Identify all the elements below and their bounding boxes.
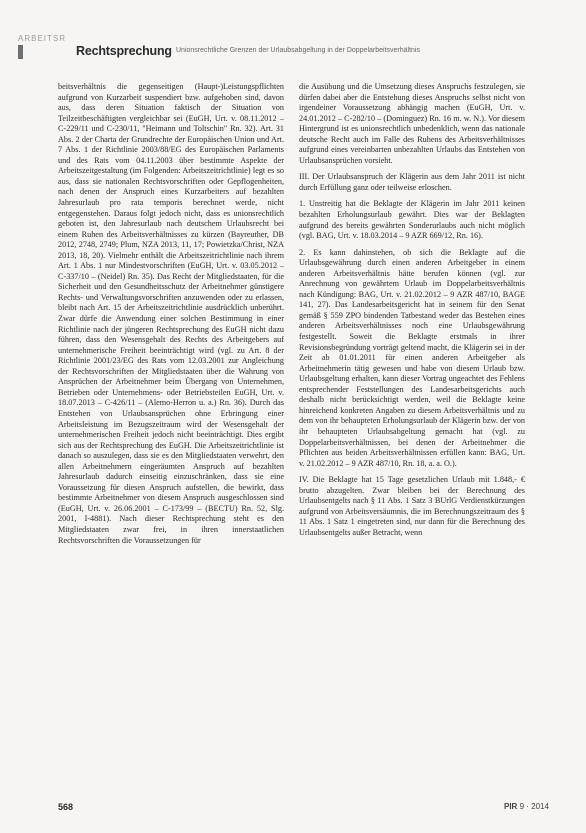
article-subtitle: Unionsrechtliche Grenzen der Urlaubsabgeltung in der Doppelarbeitsverhältnis bbox=[176, 47, 420, 54]
right-paragraph-5: IV. Die Beklagte hat 15 Tage gesetzlichen Urlaub mit 1.848,- € brutto abzugelten. Zwar bleiben bei der Berechnung des Urlaubsentgelts nach § 11 Abs. 1 Satz 3 BUrlG Verdienstkürzungen aufgrund von Arbeitsversäumnis, die im Berechnungszeitraum des § 11 Abs. 1 Satz 1 eingetreten sind, nur dann für die Berechnung des Urlaubsentgelts außer Betracht, wenn bbox=[299, 475, 525, 537]
left-column bbox=[58, 82, 284, 552]
right-paragraph-4: 2. Es kann dahinstehen, ob sich die Beklagte auf die Urlaubsgewährung durch einen anderen Arbeitgeber in einem anderen Arbeitsverhältnis hätte berufen können (vgl. zur Anrechnung von gewährtem Urlaub im Doppelarbeitsverhältnis nach Kündigung: BAG, Urt. v. 21.02.2012 – 9 AZR 487/10, BAGE 141, 27). Das Landesarbeitsgericht hat in seinem für den Senat gemäß § 559 ZPO bindenden Tatbestand weder das Bestehen eines anderen Arbeitsverhältnisses noch eine Urlaubsgewährung festgestellt. Soweit die Beklagte erstmals in ihrer Revisionsbegründung vorträgt geltend macht, die Klägerin sei in der Zeit ab 01.01.2011 für einen anderen Arbeitgeber als Arbeitnehmerin tätig gewesen und habe von diesem Urlaub bzw. Urlaubsgeltung erhalten, kann dieser Vortrag ungeachtet des Fehlens entsprechender Feststellungen des Landesarbeitsgerichts auch deshalb nicht berücksichtigt werden, weil die Beklagte keine hinreichend konkreten Angaben zu diesem Arbeitsverhältnis und zu dem von ihr behaupteten Erholungsurlaub der Klägerin bzw. der von ihr behaupteten Urlaubsabgeltung gemacht hat (vgl. zu Doppelarbeitsverhältnissen, bei denen der Arbeitnehmer die Pflichten aus beiden Arbeitsverhältnissen erfüllen kann: BAG, Urt. v. 21.02.2012 – 9 AZR 487/10, Rn. 18, a. a. O.). bbox=[299, 247, 525, 468]
page-number: 568 bbox=[58, 802, 74, 812]
left-paragraph-1: beitsverhältnis die gegenseitigen (Haupt-)Leistungspflichten aufgrund von Kurzarbeit suspendiert bzw. aufgehoben sind, davon aus, dass deren Situation faktisch der Situation von Teilzeitbeschäftigten vergleichbar sei (EuGH, Urt. v. 08.11.2012 – C-229/11 und C-230/11, "Heimann und Toltschin" Rn. 32). Art. 31 Abs. 2 der Charta der Grundrechte der Europäischen Union und Art. 7 Abs. 1 der Richtlinie 2003/88/EG des Europäischen Parlaments und des Rats vom 04.11.2003 über bestimmte Aspekte der Arbeitszeitgestaltung (im Folgenden: Arbeitszeitrichtlinie) legt es so aus, dass sie nationalen Rechtsvorschriften oder Gepflogenheiten, nach denen der Anspruch eines Kurzarbeiters auf bezahlten Jahresurlaub pro rata temporis berechnet werde, nicht entgegenstehen. Daraus folgt jedoch nicht, dass es unionsrechtlich geboten ist, den Jahresurlaub nach deutschem Urlaubsrecht bei einem Ruhen des Arbeitsverhältnisses zu kürzen (Bayreuther, DB 2012, 2748, 2749; Plum, NZA 2013, 11, 17; Powietzka/Christ, NZA 2013, 18, 20). Vielmehr enthält die Arbeitszeitrichtlinie nach ihrem Art. 1 Abs. 1 nur Mindestvorschriften (EuGH, Urt. v. 03.05.2012 – C-337/10 – (Neidel) Rn. 35). Das Recht der Mitgliedstaaten, für die Sicherheit und den Gesundheitsschutz der Arbeitnehmer günstigere Rechts- und Verwaltungsvorschriften anzuwenden oder zu erlassen, bleibt nach Art. 15 der Arbeitszeitrichtlinie ausdrücklich unberührt. Zwar dürfe die Anwendung einer solchen Bestimmung in einer Richtlinie nach der jüngeren Rechtsprechung des EuGH nicht dazu führen, dass den Wesensgehalt des Rechts des Arbeitgebers auf unternehmerische Freiheit beeinträchtigt wird (vgl. zu Art. 8 der Richtlinie 2001/23/EG des Rats vom 12.03.2001 zur Angleichung der Rechtsvorschriften der Mitgliedstaaten über die Wahrung von Ansprüchen der Arbeitnehmer beim Übergang von Unternehmen, Betrieben oder Unternehmens- oder Betriebsteilen EuGH, Urt. v. 18.07.2013 – C-426/11 – (Alemo-Herron u. a.) Rn. 36). Durch das Entstehen von Urlaubsansprüchen ohne Erbringung einer Arbeitsleistung im Bezugszeitraum wird der Wesensgehalt der unternehmerischen Freiheit jedoch nicht beeinträchtigt. Dies ergibt sich aus der Rechtsprechung des EuGH. Die Arbeitszeitrichtlinie ist danach so auszulegen, dass sie es den Mitgliedstaaten verwehrt, den allen Arbeitnehmern eingeräumten Anspruch auf bezahlten Jahresurlaub dadurch einseitig einzuschränken, dass sie eine Voraussetzung für diesen Anspruch aufstellen, die bewirkt, dass bestimmte Arbeitnehmer von diesem Anspruch ausgeschlossen sind (EuGH, Urt. v. 26.06.2001 – C-173/99 – (BECTU) Rn. 52, Slg. 2001, I-4881). Nach dieser Rechtsprechung steht es den Mitgliedstaaten zwar frei, in ihren innerstaatlichen Rechtsvorschriften die Voraussetzungen für bbox=[58, 82, 284, 545]
header-bar-marker bbox=[18, 45, 23, 59]
page-header bbox=[18, 44, 570, 60]
section-tag: ARBEITSR bbox=[18, 34, 67, 43]
right-paragraph-1: die Ausübung und die Umsetzung dieses Anspruchs festzulegen, sie dürfen dabei aber die Entstehung dieses Anspruchs selbst nicht von irgendeiner Voraussetzung abhängig machen (EuGH, Urt. v. 24.01.2012 – C-282/10 – (Dominguez) Rn. 16 m. w. N.). Vor diesem Hintergrund ist es unionsrechtlich unbedenklich, wenn das nationale deutsche Recht auch im Falle des Ruhens des Arbeitsverhältnisses aufgrund eines vereinbarten unbezahlten Urlaubs das Entstehen von Urlaubsansprüchen vorsieht. bbox=[299, 82, 525, 165]
journal-reference bbox=[504, 802, 549, 811]
section-title: Rechtsprechung bbox=[76, 44, 172, 58]
right-column bbox=[299, 82, 525, 544]
right-paragraph-3: 1. Unstreitig hat die Beklagte der Klägerin im Jahr 2011 keinen bezahlten Erholungsurlaub gewährt. Dies war der Beklagten aufgrund des bereits gewährten Sonderurlaubs auch nicht möglich (vgl. BAG, Urt. v. 18.03.2014 – 9 AZR 669/12, Rn. 16). bbox=[299, 199, 525, 241]
journal-name: PIR bbox=[504, 802, 518, 811]
right-paragraph-2: III. Der Urlaubsanspruch der Klägerin aus dem Jahr 2011 ist nicht durch Erfüllung ganz oder teilweise erloschen. bbox=[299, 172, 525, 192]
journal-issue: 9 · 2014 bbox=[519, 802, 549, 811]
